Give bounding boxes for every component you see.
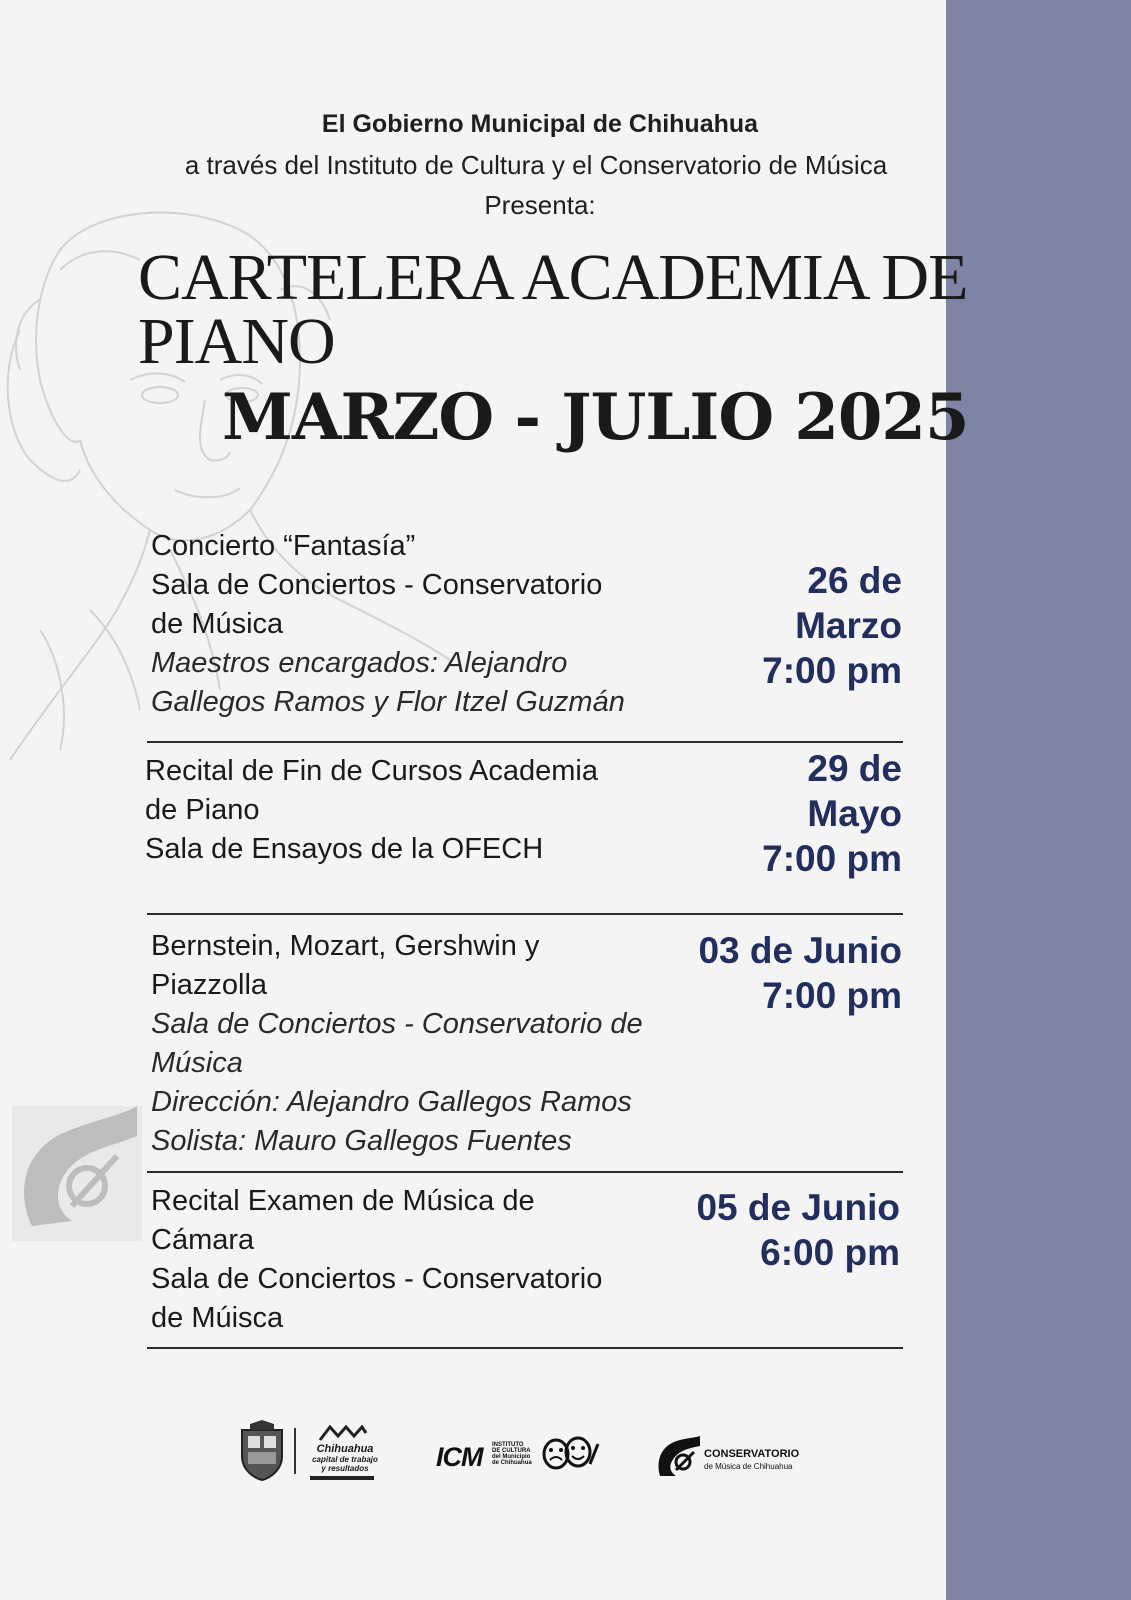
logo-separator bbox=[294, 1428, 296, 1474]
event-credits: Gallegos Ramos y Flor Itzel Guzmán bbox=[151, 686, 625, 718]
event-date bbox=[696, 1185, 900, 1275]
coat-of-arms-icon bbox=[236, 1420, 288, 1482]
poster-title-line2: PIANO bbox=[138, 305, 335, 378]
event-date bbox=[698, 928, 902, 1018]
icm-sub-line: DE CULTURA bbox=[492, 1448, 531, 1454]
event-date-line: Mayo bbox=[807, 793, 902, 834]
conservatorio-logo-text: CONSERVATORIO bbox=[704, 1448, 800, 1460]
event-title: Recital de Fin de Cursos Academia bbox=[145, 755, 598, 787]
event-date-line: 7:00 pm bbox=[762, 975, 902, 1016]
sponsor-logos bbox=[0, 1420, 946, 1500]
presents-line: Presenta: bbox=[484, 190, 596, 220]
poster-subtitle: MARZO - JULIO 2025 bbox=[222, 380, 969, 455]
event-title: Bernstein, Mozart, Gershwin y bbox=[151, 930, 540, 962]
chihuahua-logo-tagline: capital de trabajo bbox=[312, 1455, 378, 1464]
icm-logo-text: ICM bbox=[436, 1442, 483, 1472]
chihuahua-logo-text bbox=[300, 1444, 390, 1473]
poster-title-line1: CARTELERA ACADEMIA DE bbox=[138, 241, 968, 314]
icm-sub-line: del Municipio bbox=[492, 1454, 531, 1460]
event-title: Cámara bbox=[151, 1224, 255, 1256]
event-title: Concierto “Fantasía” bbox=[151, 530, 416, 562]
organizer-sub-line: a través del Instituto de Cultura y el Conservatorio de Música bbox=[184, 150, 888, 180]
event-title: de Piano bbox=[145, 794, 260, 826]
event-date-line: 29 de bbox=[807, 748, 902, 789]
divider bbox=[147, 741, 903, 743]
event-date-line: Marzo bbox=[795, 605, 902, 646]
event-date-line: 7:00 pm bbox=[762, 650, 902, 691]
event-venue: Música bbox=[151, 1047, 243, 1079]
event-title: Recital Examen de Música de bbox=[151, 1185, 535, 1217]
event-title: Piazzolla bbox=[151, 969, 268, 1001]
event-venue: de Música bbox=[151, 608, 284, 640]
event-date-line: 7:00 pm bbox=[762, 838, 902, 879]
icm-logo-subtext bbox=[492, 1442, 532, 1466]
chihuahua-logo-word: Chihuahua bbox=[316, 1443, 374, 1455]
conservatorio-logo-subtext: de Música de Chihuahua bbox=[704, 1462, 793, 1471]
event-credits: Maestros encargados: Alejandro bbox=[151, 647, 568, 679]
divider bbox=[147, 1171, 903, 1173]
arts-masks-icon bbox=[534, 1434, 600, 1474]
event-date-line: 26 de bbox=[807, 560, 902, 601]
event-credits: Solista: Mauro Gallegos Fuentes bbox=[151, 1125, 572, 1157]
event-date bbox=[762, 746, 902, 881]
conservatorio-logo-icon bbox=[656, 1436, 700, 1480]
event-credits: Dirección: Alejandro Gallegos Ramos bbox=[151, 1086, 632, 1118]
organizer-line: El Gobierno Municipal de Chihuahua bbox=[321, 110, 759, 138]
divider bbox=[147, 1347, 903, 1349]
chihuahua-logo-tagline: y resultados bbox=[321, 1464, 369, 1473]
icm-sub-line: INSTITUTO bbox=[492, 1442, 524, 1448]
event-date-line: 03 de Junio bbox=[698, 930, 902, 971]
event-venue: Sala de Conciertos - Conservatorio bbox=[151, 569, 603, 601]
event-date-line: 05 de Junio bbox=[696, 1187, 900, 1228]
event-date-line: 6:00 pm bbox=[760, 1232, 900, 1273]
sidebar-band bbox=[946, 0, 1131, 1600]
event-venue: Sala de Conciertos - Conservatorio bbox=[151, 1263, 603, 1295]
divider bbox=[147, 913, 903, 915]
conservatorio-emblem-icon bbox=[12, 1106, 142, 1241]
event-date bbox=[762, 558, 902, 693]
event-venue: Sala de Ensayos de la OFECH bbox=[145, 833, 544, 865]
logo-underline bbox=[310, 1476, 374, 1480]
mountain-mark-icon bbox=[318, 1424, 368, 1442]
event-venue: Sala de Conciertos - Conservatorio de bbox=[151, 1008, 643, 1040]
event-venue: de Múisca bbox=[151, 1302, 284, 1334]
icm-sub-line: de Chihuahua bbox=[492, 1460, 532, 1466]
